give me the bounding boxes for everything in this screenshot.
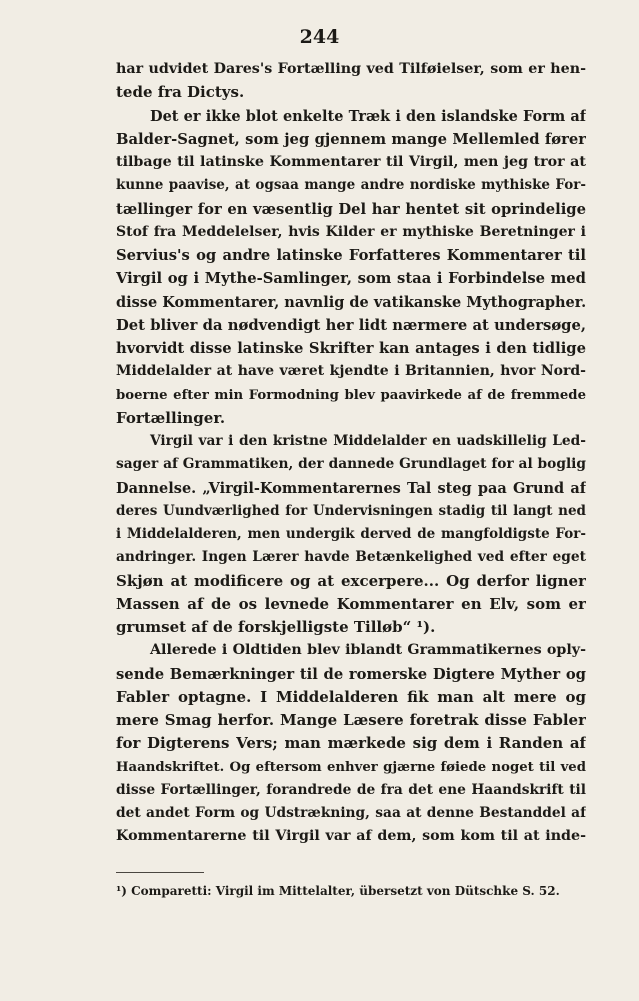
text-line: sager af Grammatiken, der dannede Grundlaget for al boglig: [116, 456, 586, 473]
text-line: deres Uundværlighed for Undervisningen stadig til langt ned: [116, 502, 586, 519]
text-line: Kommentarerne til Virgil var af dem, som kom til at inde-: [116, 828, 586, 845]
text-line: Skjøn at modificere og at excerpere... Og derfor ligner: [116, 571, 586, 590]
text-line: Virgil og i Mythe-Samlinger, som staa i Forbindelse med: [116, 270, 586, 288]
text-line: mere Smag herfor. Mange Læsere foretrak disse Fabler: [116, 711, 586, 729]
text-line: Balder-Sagnet, som jeg gjennem mange Mellemled fører: [116, 130, 586, 148]
text-line: tede fra Dictys.: [116, 83, 245, 102]
text-line: har udvidet Dares's Fortælling ved Tilføielser, som er hen-: [116, 61, 586, 77]
text-line: Stof fra Meddelelser, hvis Kilder er mythiske Beretninger i: [116, 223, 586, 240]
page-number: 244: [299, 26, 340, 48]
text-line: Fortællinger.: [116, 408, 226, 427]
text-line: kunne paavise, at ogsaa mange andre nordiske mythiske For-: [116, 177, 586, 194]
text-line: tilbage til latinske Kommentarer til Virgil, men jeg tror at: [116, 154, 586, 170]
main-text: [116, 58, 586, 849]
text-line: boerne efter min Formodning blev paavirkede af de fremmede: [116, 387, 586, 403]
text-line: andringer. Ingen Lærer havde Betænkelighed ved efter eget: [116, 549, 586, 566]
text-line: disse Kommentarer, navnlig de vatikanske Mythographer.: [116, 293, 586, 311]
text-line: for Digterens Vers; man mærkede sig dem i Randen af: [116, 734, 586, 753]
text-line: disse Fortællinger, forandrede de fra det ene Haandskrift til: [116, 781, 586, 798]
text-line: Fabler optagne. I Middelalderen fik man alt mere og: [116, 687, 586, 706]
text-line: grumset af de forskjelligste Tilløb“ ¹).: [116, 618, 436, 636]
text-line: Massen af de os levnede Kommentarer en Elv, som er: [116, 594, 586, 613]
text-line: Dannelse. „Virgil-Kommentarernes Tal steg paa Grund af: [116, 479, 586, 497]
text-line: Allerede i Oldtiden blev iblandt Grammatikernes oply-: [150, 642, 586, 659]
text-line: sende Bemærkninger til de romerske Digtere Myther og: [116, 665, 586, 683]
text-line: Det er ikke blot enkelte Træk i den islandske Form af: [150, 107, 586, 125]
text-line: Det bliver da nødvendigt her lidt nærmere at undersøge,: [116, 316, 586, 334]
text-line: det andet Form og Udstrækning, saa at denne Bestanddel af: [116, 805, 586, 821]
text-line: Haandskriftet. Og eftersom enhver gjærne føiede noget til ved: [116, 759, 586, 775]
footnote: ¹) Comparetti: Virgil im Mittelalter, übersetzt von Dütschke S. 52.: [116, 884, 560, 898]
text-line: hvorvidt disse latinske Skrifter kan antages i den tidlige: [116, 340, 586, 357]
text-line: tællinger for en væsentlig Del har hentet sit oprindelige: [116, 200, 586, 218]
text-line: Virgil var i den kristne Middelalder en uadskillelig Led-: [150, 433, 586, 449]
text-line: Middelalder at have været kjendte i Britannien, hvor Nord-: [116, 363, 586, 380]
footnote-divider: [116, 872, 204, 873]
text-line: i Middelalderen, men undergik derved de mangfoldigste For-: [116, 526, 586, 542]
text-line: Servius's og andre latinske Forfatteres Kommentarer til: [116, 247, 586, 264]
